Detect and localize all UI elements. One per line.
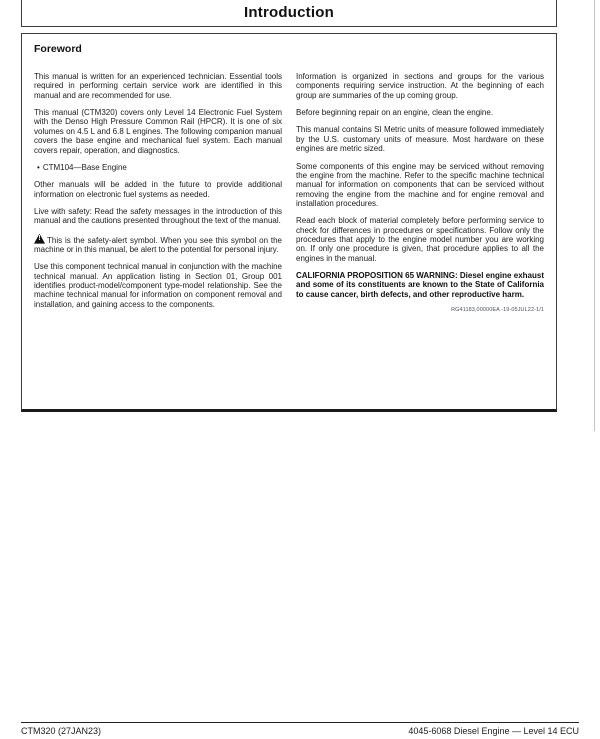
reference-code: RG41183,00000EA -19-05JUL22-1/1 — [451, 307, 544, 314]
page-footer — [21, 726, 579, 736]
safety-alert-paragraph — [34, 234, 282, 255]
paragraph: Before beginning repair on an engine, clean the engine. — [296, 108, 494, 118]
footer-manual-id: CTM320 (27JAN23) — [21, 726, 102, 736]
section-heading: Foreword — [34, 43, 82, 55]
page-title: Introduction — [244, 4, 334, 21]
bullet-item-label: CTM104—Base Engine — [42, 162, 127, 172]
exclamation-mark: ! — [38, 234, 41, 242]
right-column — [296, 72, 544, 317]
paragraph: Use this component technical manual in conjunction with the machine technical manual. An application listing in Section 01, Group 001 identifies product-model/component type-model relationship. See the machine technical manual for information on component removal and installation, and gaining access to the components. — [34, 262, 282, 309]
paragraph: Information is organized in sections and groups for the various components requiring service instruction. At the beginning of each group are summaries of the up coming group. — [296, 72, 544, 100]
paragraph: Read each block of material completely before performing service to check for differences in procedures or specifications. Follow only the procedures that apply to the engine model number you are working on. If only one procedure is given, that procedure applies to all the engines in the manual. — [296, 216, 544, 263]
paragraph: Other manuals will be added in the future to provide additional information on electronic fuel systems as needed. — [34, 180, 282, 199]
prop65-warning: CALIFORNIA PROPOSITION 65 WARNING: Diesel engine exhaust and some of its constituents are known to the State of California to cause cancer, birth defects, and other reproductive harm. — [296, 271, 544, 299]
two-column-text — [34, 72, 544, 317]
right-margin-rule — [594, 0, 595, 431]
footer-rule — [21, 722, 579, 723]
bullet-item — [34, 163, 282, 172]
paragraph: This manual (CTM320) covers only Level 14 Electronic Fuel System with the Denso High Pressure Common Rail (HPCR). It is one of six volumes on 4.5 L and 6.8 L engines. The following companion manual covers the base engine and mechanical fuel system. Each manual covers repair, operation, and diagnostics. — [34, 108, 282, 155]
paragraph-text: This is the safety-alert symbol. When you see this symbol on the machine or in this manual, be alert to the potential for personal injury. — [34, 235, 282, 255]
safety-alert-icon — [34, 234, 45, 244]
foreword-section — [21, 33, 557, 412]
bullet-marker: • — [37, 162, 40, 172]
paragraph: Live with safety: Read the safety messages in the introduction of this manual and the cautions presented throughout the text of the manual. — [34, 206, 282, 226]
paragraph: This manual is written for an experienced technician. Essential tools required in performing certain service work are identified in this manual and are recommended for use. — [34, 72, 282, 100]
page-title-box — [21, 0, 557, 27]
footer-engine-model: 4045-6068 Diesel Engine — Level 14 ECU — [408, 726, 579, 736]
paragraph: This manual contains SI Metric units of measure followed immediately by the U.S. customary units of measure. Most hardware on these engines are metric sized. — [296, 125, 544, 154]
paragraph: Some components of this engine may be serviced without removing the engine from the machine. Refer to the specific machine technical manual for information on components that can be serviced without removing the engine from the machine and for engine removal and installation procedures. — [296, 161, 544, 208]
left-column — [34, 72, 282, 317]
